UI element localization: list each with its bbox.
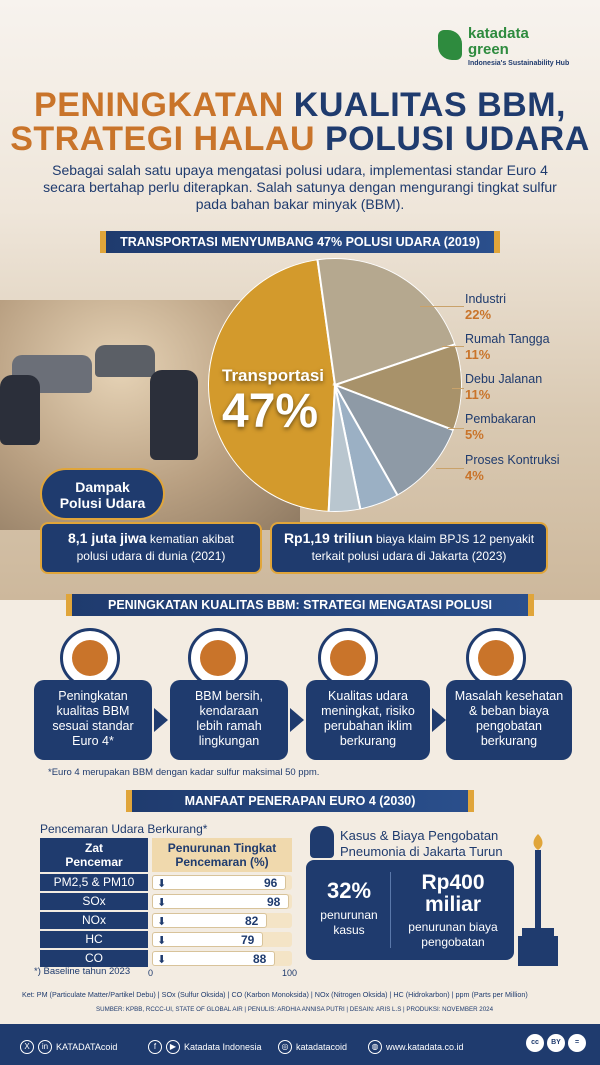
legend-item-industri: Industri 22% <box>465 292 506 322</box>
pollutant-name: NOx <box>40 912 148 929</box>
down-arrow-icon: ⬇ <box>157 877 167 890</box>
logo-name: katadata green <box>468 25 529 58</box>
section-banner-benefit: MANFAAT PENERAPAN EURO 4 (2030) <box>126 790 474 812</box>
pollution-pie-chart <box>208 258 462 512</box>
pneumonia-box <box>306 860 514 960</box>
pollutant-name: PM2,5 & PM10 <box>40 874 148 891</box>
leader-line <box>420 306 464 307</box>
baseline-note: *) Baseline tahun 2023 <box>34 966 131 977</box>
pie-main-value: 47% <box>222 385 319 438</box>
reduction-value: 88 <box>253 952 267 966</box>
health-cost-icon <box>466 628 526 688</box>
monas-monument-icon <box>518 830 558 970</box>
divider <box>390 872 391 948</box>
euro4-footnote: *Euro 4 merupakan BBM dengan kadar sulfur maksimal 50 ppm. <box>48 767 320 778</box>
leader-line <box>442 346 464 347</box>
pollutant-name: CO <box>40 950 148 967</box>
reduction-value: 79 <box>241 933 255 947</box>
page-title-line1: PENINGKATAN KUALITAS BBM, <box>34 86 566 124</box>
footer-social-3[interactable]: ◎ katadatacoid <box>278 1040 347 1054</box>
pie-main-label: Transportasi <box>222 366 325 385</box>
step-3: Kualitas udara meningkat, risiko perubahan iklim berkurang <box>306 680 430 760</box>
bar-track <box>152 894 292 909</box>
footer-social-2[interactable]: f ▶ Katadata Indonesia <box>148 1040 262 1054</box>
leader-line <box>448 428 464 429</box>
arrow-right-icon <box>290 708 304 732</box>
leaf-icon <box>438 30 462 60</box>
axis-tick-min: 0 <box>148 968 154 978</box>
legend-item-proses-kontruksi: Proses Kontruksi 4% <box>465 453 560 483</box>
table-row <box>40 931 292 948</box>
logo-tagline: Indonesia's Sustainability Hub <box>468 60 570 67</box>
footer-website[interactable]: ◍ www.katadata.co.id <box>368 1040 464 1054</box>
step-1: Peningkatan kualitas BBM sesuai standar Euro 4* <box>34 680 152 760</box>
leader-line <box>452 388 464 389</box>
cc-icon: cc <box>526 1034 544 1052</box>
table-row <box>40 893 292 910</box>
section-banner-transport: TRANSPORTASI MENYUMBANG 47% POLUSI UDARA (2019) <box>100 231 500 253</box>
down-arrow-icon: ⬇ <box>157 896 167 909</box>
table-header-penurunan: Penurunan Tingkat Pencemaran (%) <box>152 838 292 872</box>
abbreviation-notes: Ket: PM (Particulate Matter/Partikel Debu) | SOx (Sulfur Oksida) | CO (Karbon Monoksida) | NOx (Nitrogen Oksida) | HC (Hidrokarbon) | ppm (Parts per Million) <box>22 990 528 999</box>
source-credits: SUMBER: KPBB, RCCC-UI, STATE OF GLOBAL AIR | PENULIS: ARDHIA ANNISA PUTRI | DESAIN: ARIS L.S | PRODUKSI: NOVEMBER 2024 <box>96 1006 494 1013</box>
step-4: Masalah kesehatan & beban biaya pengobatan berkurang <box>446 680 572 760</box>
x-icon: X <box>20 1040 34 1054</box>
fuel-quality-icon <box>60 628 120 688</box>
car <box>95 345 155 377</box>
pneumonia-cost: Rp400 miliar <box>421 871 485 916</box>
table-row <box>40 874 292 891</box>
pollutant-name: SOx <box>40 893 148 910</box>
down-arrow-icon: ⬇ <box>157 953 167 966</box>
table-title: Pencemaran Udara Berkurang* <box>40 822 208 836</box>
reduction-value: 82 <box>245 914 259 928</box>
page-title-line2: STRATEGI HALAU POLUSI UDARA <box>10 120 590 158</box>
down-arrow-icon: ⬇ <box>157 915 167 928</box>
step-2: BBM bersih, kendaraan lebih ramah lingkungan <box>170 680 288 760</box>
by-icon: BY <box>547 1034 565 1052</box>
table-header-zat: Zat Pencemar <box>40 838 148 872</box>
katadata-green-logo[interactable] <box>438 24 578 74</box>
pneumonia-pct: 32% <box>326 878 372 903</box>
globe-icon: ◍ <box>368 1040 382 1054</box>
bar-track <box>152 932 292 947</box>
bar-track <box>152 951 292 966</box>
nd-icon: = <box>568 1034 586 1052</box>
reduction-value: 96 <box>264 876 278 890</box>
axis-tick-max: 100 <box>282 968 298 978</box>
death-stat-box: 8,1 juta jiwa kematian akibat polusi udara di dunia (2021) <box>40 522 262 574</box>
pneumonia-pct-desc: penurunan kasus <box>320 908 378 937</box>
leader-line <box>436 468 464 469</box>
fuel-pump-icon <box>188 628 248 688</box>
down-arrow-icon: ⬇ <box>157 934 167 947</box>
lungs-icon <box>310 826 334 858</box>
legend-item-debu-jalanan: Debu Jalanan 11% <box>465 372 543 402</box>
intro-text: Sebagai salah satu upaya mengatasi polusi udara, implementasi standar Euro 4 secara bertahap perlu diterapkan. Salah satunya dengan mengurangi tingkat sulfur pada bahan bakar minyak (BBM). <box>43 162 557 212</box>
reduction-value: 98 <box>267 895 281 909</box>
creative-commons-badge <box>526 1034 586 1052</box>
table-row <box>40 950 292 967</box>
motorcycle-rider <box>0 375 40 445</box>
section-banner-strategy: PENINGKATAN KUALITAS BBM: STRATEGI MENGATASI POLUSI <box>66 594 534 616</box>
pneumonia-title: Kasus & Biaya Pengobatan Pneumonia di Jakarta Turun <box>340 828 503 859</box>
impact-tag: Dampak Polusi Udara <box>40 468 165 520</box>
arrow-right-icon <box>154 708 168 732</box>
instagram-icon: ◎ <box>278 1040 292 1054</box>
footer-social-1[interactable]: X in KATADATAcoid <box>20 1040 117 1054</box>
bar-track <box>152 875 292 890</box>
motorcycle-rider <box>150 370 198 460</box>
clean-air-icon <box>318 628 378 688</box>
linkedin-icon: in <box>38 1040 52 1054</box>
legend-item-rumah-tangga: Rumah Tangga 11% <box>465 332 550 362</box>
table-row <box>40 912 292 929</box>
legend-item-pembakaran: Pembakaran 5% <box>465 412 536 442</box>
youtube-icon: ▶ <box>166 1040 180 1054</box>
arrow-right-icon <box>432 708 446 732</box>
pneumonia-cost-desc: penurunan biaya pengobatan <box>408 920 498 949</box>
bpjs-stat-box: Rp1,19 triliun biaya klaim BPJS 12 penyakit terkait polusi udara di Jakarta (2023) <box>270 522 548 574</box>
pollutant-name: HC <box>40 931 148 948</box>
facebook-icon: f <box>148 1040 162 1054</box>
bar-track <box>152 913 292 928</box>
